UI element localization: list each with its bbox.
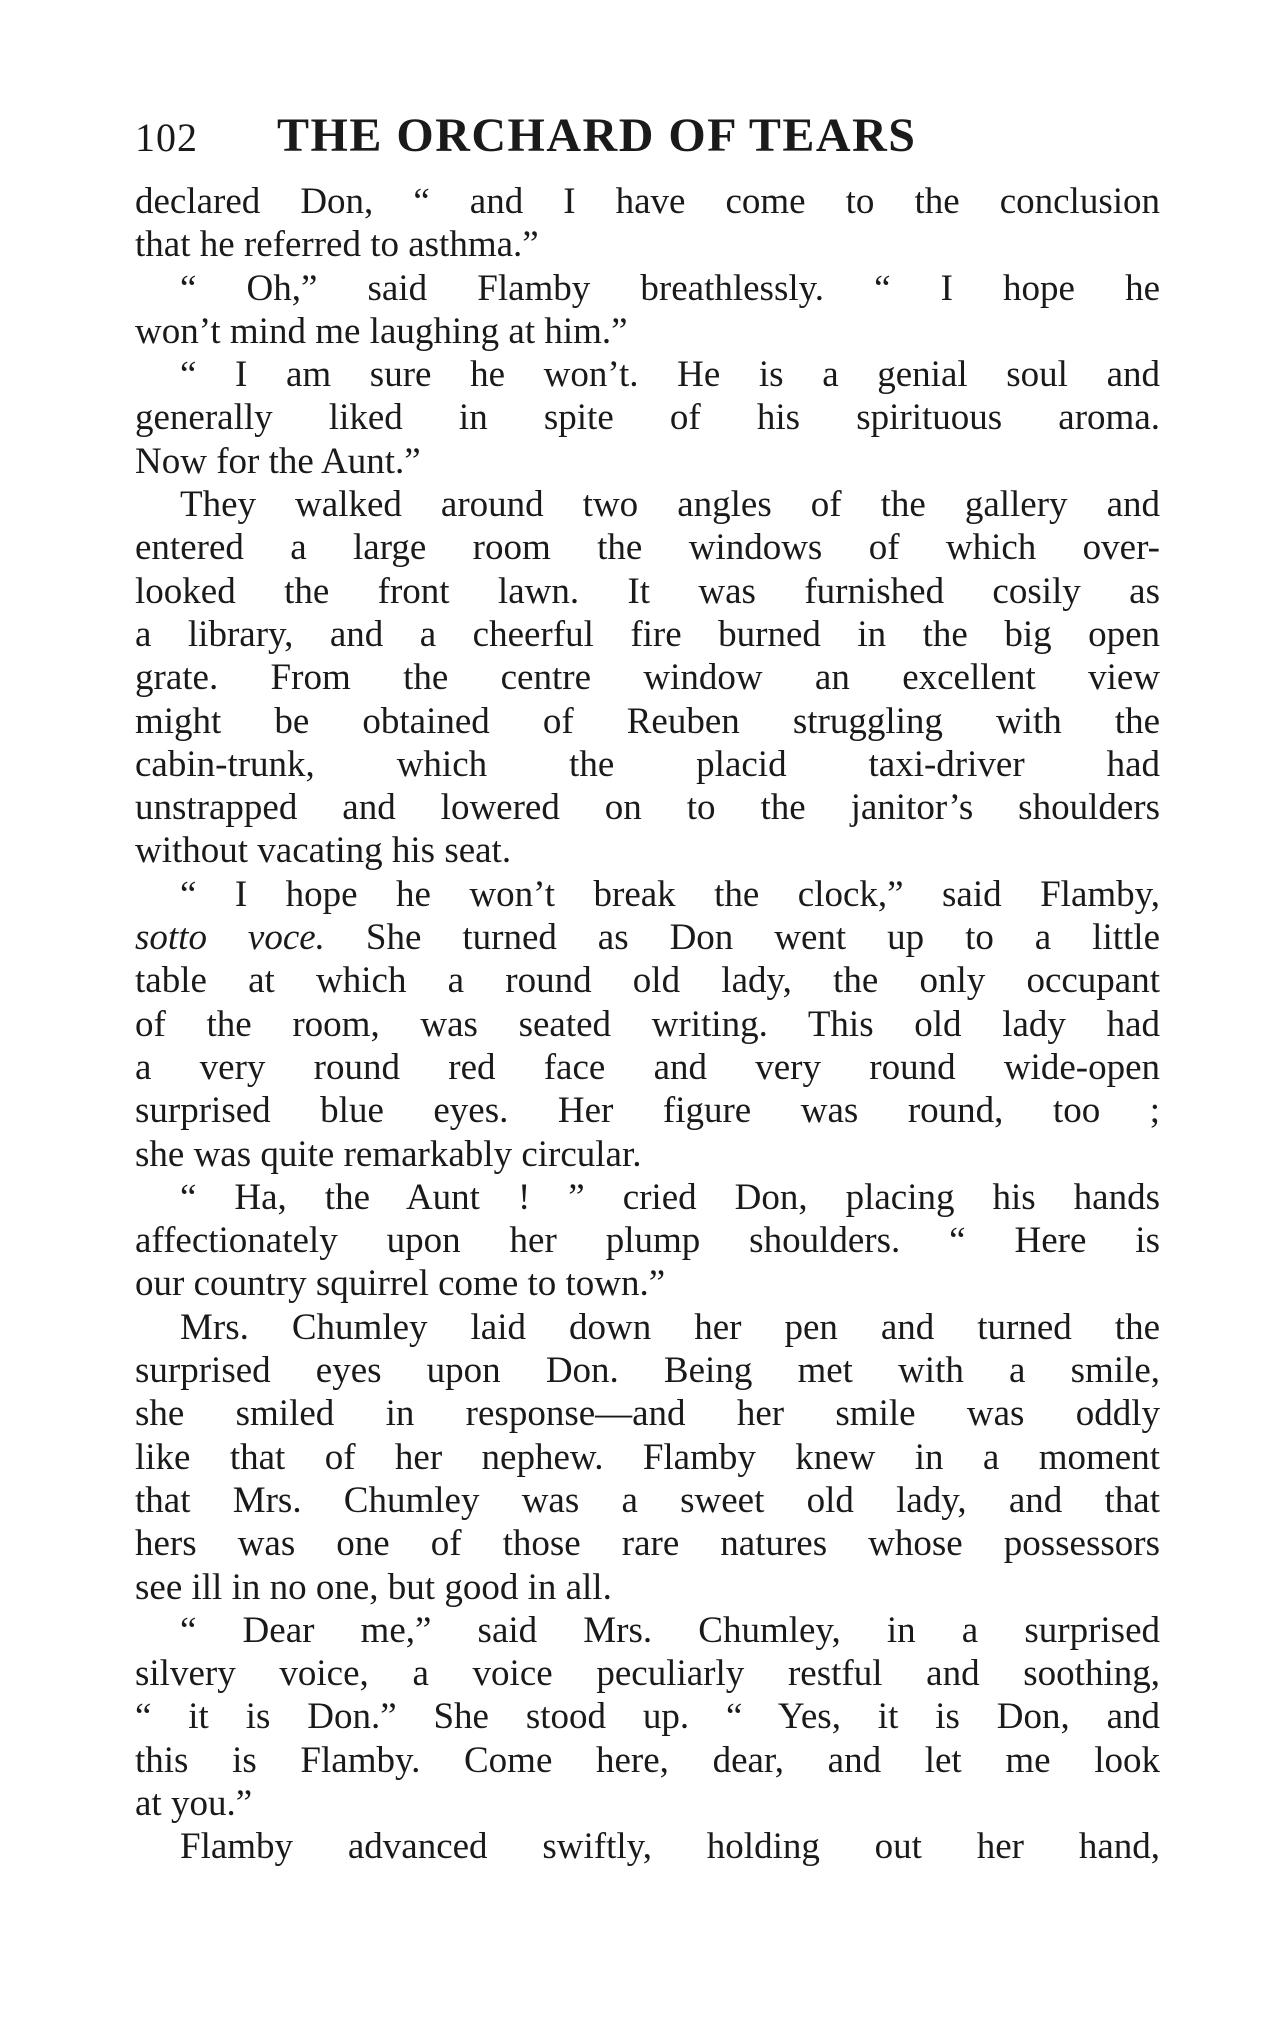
text-line <box>135 180 1160 223</box>
text-line <box>135 1046 1160 1089</box>
text-line <box>135 1349 1160 1392</box>
running-header <box>135 108 1165 164</box>
text-line <box>135 1306 1160 1349</box>
text-line <box>135 1652 1160 1695</box>
text-line-content: declared Don, “ and I have come to the conclusion <box>135 181 1160 222</box>
text-line-content: that he referred to asthma.” <box>135 224 539 266</box>
running-title: THE ORCHARD OF TEARS <box>277 109 917 162</box>
text-line <box>135 743 1160 786</box>
text-line <box>135 786 1160 829</box>
text-line-content: might be obtained of Reuben struggling with the <box>135 700 1160 742</box>
text-line-content: “ I am sure he won’t. He is a genial soul and <box>180 354 1160 396</box>
text-line-content: affectionately upon her plump shoulders. “ Here is <box>135 1220 1160 1262</box>
text-line <box>135 1176 1160 1219</box>
text-line <box>135 1782 1160 1825</box>
italic-phrase: sotto voce. <box>135 917 325 959</box>
text-line-content: table at which a round old lady, the only occupant <box>135 960 1160 1002</box>
text-line <box>135 1609 1160 1652</box>
text-line-content: surprised eyes upon Don. Being met with a smile, <box>135 1350 1160 1392</box>
text-line <box>135 483 1160 526</box>
text-line-content: She turned as Don went up to a little <box>324 917 1160 959</box>
text-line <box>135 1522 1160 1565</box>
text-line <box>135 396 1160 439</box>
text-line-content: at you.” <box>135 1782 253 1824</box>
text-line <box>135 1133 1160 1176</box>
text-line-content: hers was one of those rare natures whose possessors <box>135 1523 1160 1565</box>
text-line <box>135 916 1160 959</box>
text-line-content: generally liked in spite of his spirituous aroma. <box>135 397 1160 439</box>
text-line <box>135 959 1160 1002</box>
text-line-content: a library, and a cheerful fire burned in the big open <box>135 613 1160 655</box>
text-line <box>135 829 1160 872</box>
text-line-content: this is Flamby. Come here, dear, and let me look <box>135 1739 1160 1781</box>
text-line-content: of the room, was seated writing. This old lady had <box>135 1003 1160 1045</box>
text-line <box>135 1392 1160 1435</box>
text-line-content: “ Oh,” said Flamby breathlessly. “ I hope he <box>180 267 1160 309</box>
text-line <box>135 310 1160 353</box>
text-line-content: see ill in no one, but good in all. <box>135 1566 612 1608</box>
text-line <box>135 700 1160 743</box>
text-line-content: Now for the Aunt.” <box>135 440 421 482</box>
text-line <box>135 1262 1160 1305</box>
text-line-content: unstrapped and lowered on to the janitor’s shoulders <box>135 787 1160 829</box>
text-line-content: cabin-trunk, which the placid taxi-driver had <box>135 743 1160 785</box>
text-line-content: like that of her nephew. Flamby knew in a moment <box>135 1436 1160 1478</box>
text-line-content: without vacating his seat. <box>135 830 512 872</box>
text-line <box>135 353 1160 396</box>
page-number: 102 <box>135 115 198 160</box>
text-line <box>135 1219 1160 1262</box>
text-line-content: grate. From the centre window an excellent view <box>135 657 1160 699</box>
page-body-text <box>135 180 1160 1869</box>
text-line-content: “ I hope he won’t break the clock,” said Flamby, <box>180 873 1160 915</box>
text-line-content: Flamby advanced swiftly, holding out her hand, <box>180 1826 1160 1868</box>
text-line <box>135 526 1160 569</box>
text-line-content: that Mrs. Chumley was a sweet old lady, and that <box>135 1479 1160 1521</box>
text-line <box>135 1566 1160 1609</box>
text-line <box>135 1825 1160 1868</box>
text-line-content: “ it is Don.” She stood up. “ Yes, it is Don, and <box>135 1696 1160 1738</box>
text-line <box>135 656 1160 699</box>
text-line-content: won’t mind me laughing at him.” <box>135 310 628 352</box>
text-line-content: Mrs. Chumley laid down her pen and turned the <box>180 1306 1160 1348</box>
text-line <box>135 613 1160 656</box>
text-line <box>135 1695 1160 1738</box>
text-line-content: our country squirrel come to town.” <box>135 1263 666 1305</box>
text-line-content: she was quite remarkably circular. <box>135 1133 642 1175</box>
text-line <box>135 267 1160 310</box>
text-line-content: silvery voice, a voice peculiarly restful and soothing, <box>135 1653 1160 1695</box>
text-line <box>135 873 1160 916</box>
text-line-content: entered a large room the windows of which over- <box>135 527 1160 569</box>
text-line-content: she smiled in response—and her smile was oddly <box>135 1393 1160 1435</box>
text-line <box>135 440 1160 483</box>
text-line <box>135 570 1160 613</box>
text-line <box>135 1739 1160 1782</box>
text-line-content: surprised blue eyes. Her figure was round, too ; <box>135 1090 1160 1132</box>
text-line <box>135 1003 1160 1046</box>
text-line-content: “ Dear me,” said Mrs. Chumley, in a surprised <box>180 1609 1160 1651</box>
text-line <box>135 1479 1160 1522</box>
text-line-content: a very round red face and very round wide-open <box>135 1046 1160 1088</box>
text-line <box>135 1436 1160 1479</box>
text-line-content: looked the front lawn. It was furnished cosily as <box>135 570 1160 612</box>
text-line <box>135 223 1160 266</box>
text-line-content: “ Ha, the Aunt ! ” cried Don, placing his hands <box>180 1176 1160 1218</box>
text-line <box>135 1089 1160 1132</box>
text-line-content: They walked around two angles of the gallery and <box>180 484 1160 526</box>
